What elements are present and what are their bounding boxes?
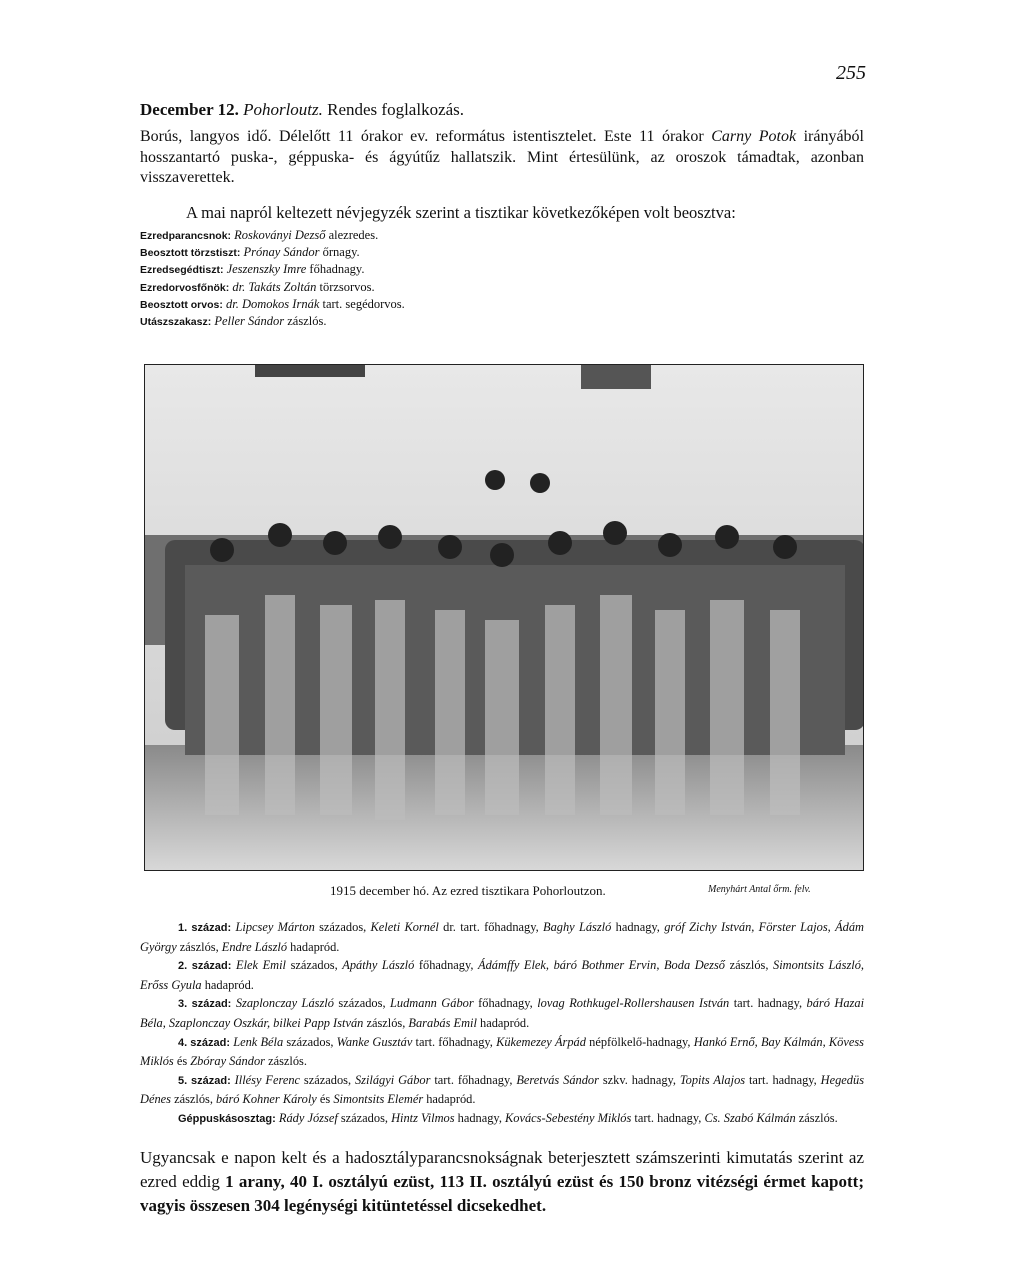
- company-text-segment: hadapród.: [423, 1092, 476, 1107]
- officer-entry: [140, 296, 864, 313]
- company-text-segment: százados,: [283, 1034, 337, 1049]
- company-text-segment: Simontsits Elemér: [333, 1092, 424, 1107]
- officer-name: Jeszenszky Imre: [226, 262, 307, 277]
- company-text-segment: főhadnagy,: [473, 996, 538, 1011]
- company-text-segment: Cs. Szabó Kálmán: [704, 1110, 796, 1125]
- company-text-segment: Rády József: [278, 1110, 338, 1125]
- officer-entry: [140, 313, 864, 330]
- company-text-segment: hadnagy,: [611, 920, 665, 934]
- officer-role: Utászszakasz:: [140, 316, 212, 329]
- company-text-segment: Simontsits László, Erőss Gyula: [140, 958, 864, 992]
- officer-entry: [140, 244, 864, 261]
- page-number: 255: [836, 62, 866, 84]
- company-text-segment: hadapród.: [476, 1015, 530, 1030]
- company-text-segment: tart. főhadnagy,: [430, 1072, 517, 1087]
- company-text-segment: Wanke Gusztáv: [336, 1034, 413, 1049]
- caption-text: 1915 december hó. Az ezred tisztikara Pohorloutzon.: [330, 883, 606, 898]
- company-label: 4. század:: [178, 1036, 231, 1049]
- officer-name: dr. Domokos Irnák: [225, 296, 320, 311]
- company-text-segment: népfölkelő-hadnagy,: [585, 1034, 694, 1049]
- company-text-segment: Szaplonczay László: [235, 996, 334, 1011]
- company-text-segment: lovag Rothkugel-Rollershausen István: [537, 996, 730, 1011]
- company-text-segment: Hintz Vilmos: [391, 1110, 455, 1125]
- company-entry: [140, 1109, 864, 1129]
- company-text-segment: Ludmann Gábor: [390, 996, 474, 1011]
- officer-role: Ezredorvosfőnök:: [140, 281, 230, 294]
- company-text-segment: főhadnagy,: [414, 958, 479, 973]
- officer-entry: [140, 279, 864, 296]
- company-text-segment: Ádámffy Elek, báró Bothmer Ervin, Boda Dezső: [478, 958, 725, 973]
- company-text-segment: Lipcsey Márton: [235, 920, 315, 934]
- officer-name: Peller Sándor: [214, 314, 285, 329]
- company-text-segment: Kükemezey Árpád: [496, 1034, 586, 1049]
- company-text-segment: Hankó Ernő, Bay Kálmán, Kövess Miklós: [140, 1034, 864, 1069]
- officer-name: dr. Takáts Zoltán: [232, 279, 317, 294]
- officer-rank: tart. segédorvos.: [322, 296, 405, 311]
- company-text-segment: százados,: [337, 1110, 392, 1125]
- photo-credit: Menyhárt Antal őrm. felv.: [708, 884, 811, 895]
- officer-role: Beosztott törzstiszt:: [140, 247, 241, 260]
- closing-paragraph: [140, 1146, 864, 1218]
- company-label: 3. század:: [178, 998, 232, 1011]
- company-text-segment: százados,: [314, 920, 371, 934]
- company-text-segment: tart. főhadnagy,: [412, 1034, 497, 1049]
- officer-role: Beosztott orvos:: [140, 298, 223, 311]
- officer-rank: főhadnagy.: [309, 262, 365, 277]
- company-text-segment: zászlós,: [363, 1015, 409, 1030]
- officer-entry: [140, 227, 864, 244]
- photo-illustration: [145, 365, 863, 870]
- company-text-segment: Szilágyi Gábor: [354, 1072, 431, 1087]
- company-text-segment: hadnagy,: [454, 1110, 506, 1125]
- company-text-segment: tart. hadnagy,: [729, 996, 807, 1011]
- intro-text-1: Borús, langyos idő. Délelőtt 11 órakor ev. református istentisztelet. Este 11 órakor: [140, 128, 712, 145]
- company-text-segment: százados,: [300, 1072, 355, 1087]
- entry-activity: Rendes foglalkozás.: [327, 100, 465, 119]
- closing-text: Ugyancsak e napon kelt és a hadosztályparancsnokságnak beterjesztett számszerinti kimutatás szerint az ezred eddig: [140, 1148, 864, 1191]
- intro-text-2: irányából hosszantartó puska-, géppuska- és ágyútűz hallatszik. Mint értesülünk, az oroszok támadtak, azonban visszaverettek.: [140, 128, 865, 186]
- company-text-segment: Kovács-Sebestény Miklós: [505, 1110, 632, 1125]
- company-text-segment: dr. tart. főhadnagy,: [438, 920, 543, 934]
- officer-entry: [140, 261, 864, 278]
- company-label: Géppuskásosztag:: [178, 1112, 276, 1125]
- company-text-segment: zászlós.: [264, 1054, 307, 1069]
- officer-list-lead: A mai napról keltezett névjegyzék szerint a tisztikar következőképen volt beosztva:: [186, 203, 736, 222]
- company-text-segment: százados,: [286, 958, 343, 973]
- company-text-segment: tart. hadnagy,: [631, 1110, 705, 1125]
- company-text-segment: Topits Alajos: [679, 1072, 746, 1087]
- officer-rank: zászlós.: [287, 314, 327, 329]
- company-text-segment: hadapród.: [287, 939, 340, 954]
- company-entry: [140, 1033, 864, 1071]
- date-line: [140, 100, 864, 120]
- company-text-segment: és: [316, 1092, 334, 1107]
- closing-bold-text: 1 arany, 40 I. osztályú ezüst, 113 II. osztályú ezüst és 150 bronz vitézségi érmet kapott; vagyis összesen 304 legénységi kitüntetéssel dicsekedhet.: [140, 1172, 864, 1215]
- company-text-segment: báró Hazai Béla, Szaplonczay Oszkár, bilkei Papp István: [140, 996, 865, 1030]
- company-entry: [140, 994, 864, 1032]
- company-text-segment: százados,: [333, 996, 391, 1011]
- company-label: 1. század:: [178, 922, 232, 934]
- officer-rank: őrnagy.: [322, 245, 360, 260]
- company-list: [140, 918, 864, 1129]
- company-entry: [140, 918, 864, 956]
- company-text-segment: zászlós,: [176, 939, 222, 954]
- officer-role: Ezredparancsnok:: [140, 230, 232, 242]
- company-text-segment: Barabás Emil: [408, 1015, 477, 1030]
- entry-place: Pohorloutz.: [243, 100, 323, 119]
- officer-name: Roskoványi Dezső: [234, 228, 326, 242]
- company-entry: [140, 956, 864, 994]
- company-text-segment: Baghy László: [543, 920, 612, 934]
- company-text-segment: Endre László: [221, 939, 288, 954]
- entry-date: December 12.: [140, 100, 239, 119]
- company-text-segment: gróf Zichy István, Förster Lajos, Ádám György: [140, 920, 864, 954]
- intro-paragraph: [140, 127, 864, 189]
- officer-role: Ezredsegédtiszt:: [140, 264, 224, 277]
- officer-name: Prónay Sándor: [243, 245, 320, 260]
- regiment-officers-photo: [144, 364, 864, 871]
- intro-place: Carny Potok: [711, 128, 797, 145]
- company-text-segment: Lenk Béla: [233, 1034, 284, 1049]
- company-label: 2. század:: [178, 960, 232, 973]
- company-text-segment: Zbóray Sándor: [190, 1054, 265, 1069]
- company-text-segment: szkv. hadnagy,: [598, 1072, 680, 1087]
- photo-caption: [330, 883, 870, 899]
- company-text-segment: tart. hadnagy,: [745, 1072, 821, 1087]
- officer-rank: alezredes.: [328, 228, 379, 242]
- company-text-segment: zászlós,: [170, 1092, 217, 1107]
- company-text-segment: Keleti Kornél: [370, 920, 439, 934]
- company-text-segment: és: [173, 1054, 191, 1069]
- company-entry: [140, 1071, 864, 1109]
- company-text-segment: zászlós.: [795, 1110, 838, 1125]
- company-text-segment: zászlós,: [725, 958, 774, 973]
- company-text-segment: Hegedüs Dénes: [140, 1072, 865, 1107]
- company-text-segment: Elek Emil: [236, 958, 286, 973]
- company-text-segment: Illésy Ferenc: [234, 1072, 301, 1087]
- officer-list: [140, 227, 864, 330]
- company-text-segment: báró Kohner Károly: [216, 1092, 317, 1107]
- company-text-segment: hadapród.: [201, 977, 254, 992]
- company-text-segment: Apáthy László: [342, 958, 415, 973]
- company-label: 5. század:: [178, 1074, 231, 1087]
- officer-rank: törzsorvos.: [319, 279, 375, 294]
- company-text-segment: Beretvás Sándor: [516, 1072, 599, 1087]
